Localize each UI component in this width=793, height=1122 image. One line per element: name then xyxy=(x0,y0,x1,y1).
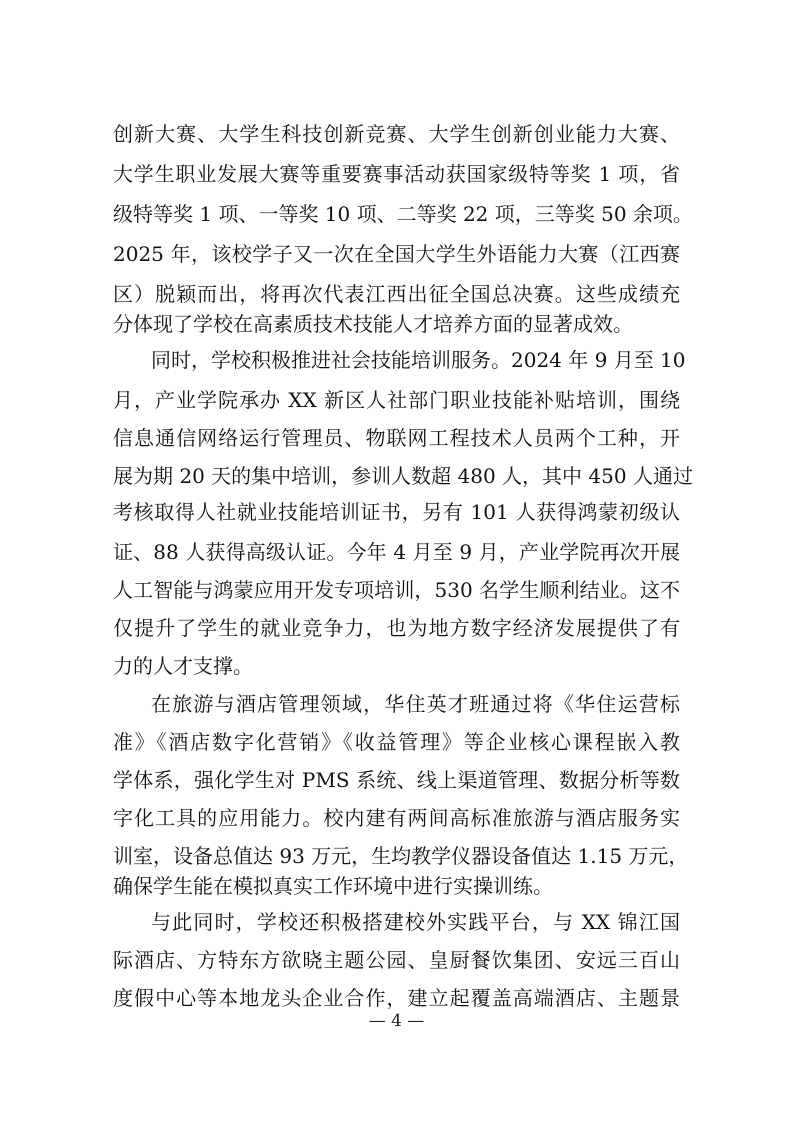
paragraph-line: 信息通信网络运行管理员、物联网工程技术人员两个工种，开 xyxy=(113,426,680,450)
paragraph-line: 训室，设备总值达 93 万元，生均教学仪器设备值达 1.15 万元， xyxy=(113,844,689,868)
paragraph-first-line: 在旅游与酒店管理领域，华住英才班通过将《华住运营标 xyxy=(151,692,680,716)
paragraph-line: 确保学生能在模拟真实工作环境中进行实操训练。 xyxy=(113,874,553,898)
paragraph-first-line: 与此同时，学校还积极搭建校外实践平台，与 XX 锦江国 xyxy=(151,910,680,934)
paragraph-line: 仅提升了学生的就业竞争力，也为地方数字经济发展提供了有 xyxy=(113,616,680,640)
paragraph-line: 2025 年，该校学子又一次在全国大学生外语能力大赛（江西赛 xyxy=(113,242,680,266)
paragraph-line: 级特等奖 1 项、一等奖 10 项、二等奖 22 项，三等奖 50 余项。 xyxy=(113,202,693,226)
paragraph-line: 证、88 人获得高级认证。今年 4 月至 9 月，产业学院再次开展 xyxy=(113,540,680,564)
paragraph-line: 大学生职业发展大赛等重要赛事活动获国家级特等奖 1 项，省 xyxy=(113,162,680,186)
paragraph-line: 度假中心等本地龙头企业合作，建立起覆盖高端酒店、主题景 xyxy=(113,986,680,1010)
page-number: — 4 — xyxy=(368,1011,425,1031)
paragraph-line: 力的人才支撑。 xyxy=(113,654,253,678)
paragraph-line: 分体现了学校在高素质技术技能人才培养方面的显著成效。 xyxy=(113,312,633,336)
paragraph-line: 考核取得人社就业技能培训证书，另有 101 人获得鸿蒙初级认 xyxy=(113,500,680,524)
paragraph-line: 展为期 20 天的集中培训，参训人数超 480 人，其中 450 人通过 xyxy=(113,464,693,488)
paragraph-line: 际酒店、方特东方欲晓主题公园、皇厨餐饮集团、安远三百山 xyxy=(113,948,680,972)
paragraph-line: 字化工具的应用能力。校内建有两间高标准旅游与酒店服务实 xyxy=(113,806,680,830)
paragraph-line: 区）脱颖而出，将再次代表江西出征全国总决赛。这些成绩充 xyxy=(113,282,680,306)
paragraph-line: 人工智能与鸿蒙应用开发专项培训，530 名学生顺利结业。这不 xyxy=(113,578,680,602)
paragraph-line: 月，产业学院承办 XX 新区人社部门职业技能补贴培训，围绕 xyxy=(113,388,680,412)
paragraph-line: 准》《酒店数字化营销》《收益管理》等企业核心课程嵌入教 xyxy=(113,730,680,754)
paragraph-line: 创新大赛、大学生科技创新竞赛、大学生创新创业能力大赛、 xyxy=(113,122,680,146)
paragraph-line: 学体系，强化学生对 PMS 系统、线上渠道管理、数据分析等数 xyxy=(113,768,680,792)
paragraph-first-line: 同时，学校积极推进社会技能培训服务。2024 年 9 月至 10 xyxy=(151,348,686,372)
